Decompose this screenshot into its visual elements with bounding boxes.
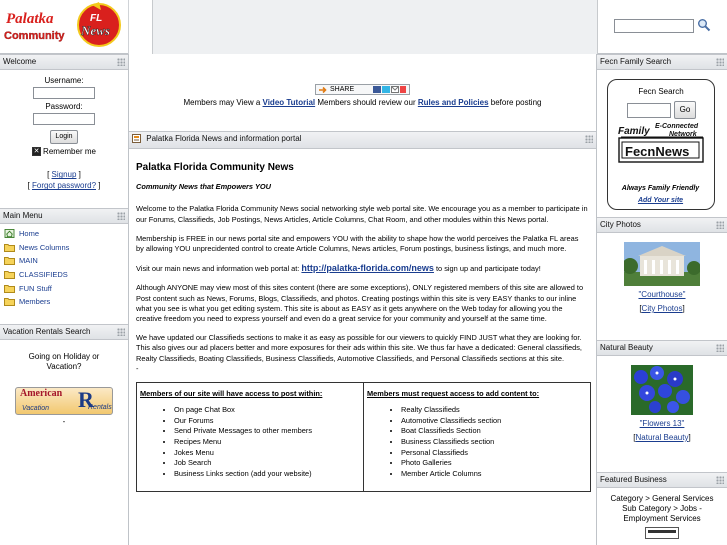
folder-icon — [4, 270, 15, 279]
drag-grip-icon[interactable] — [117, 212, 125, 220]
main-menu-title: Main Menu — [3, 211, 43, 220]
password-field[interactable] — [33, 113, 95, 125]
note-text: Members may View a — [183, 98, 263, 107]
video-tutorial-link[interactable]: Video Tutorial — [262, 98, 316, 107]
courthouse-photo[interactable] — [624, 242, 700, 286]
share-icon — [318, 86, 327, 94]
logo-letter-r: R — [78, 387, 94, 412]
drag-grip-icon[interactable] — [117, 58, 125, 66]
svg-text:Family: Family — [618, 126, 650, 137]
vacation-block — [0, 340, 128, 427]
access-table — [136, 382, 591, 492]
fecn-go-button[interactable]: Go — [674, 101, 696, 119]
username-field[interactable] — [33, 87, 95, 99]
list-item: • Business Links section (add your website) — [174, 469, 360, 480]
welcome-block-header — [0, 54, 128, 70]
main-menu — [0, 224, 128, 324]
news-block-title: Palatka Florida News and information portal — [146, 134, 302, 143]
city-photos-link[interactable]: City Photos — [641, 304, 683, 313]
share-service-icons — [373, 86, 406, 93]
news-icon — [132, 134, 141, 143]
featured-business-logo[interactable] — [645, 527, 679, 539]
list-item: • Jokes Menu — [174, 448, 360, 459]
access-column-title: Members of our site will have access to post within: — [140, 389, 323, 399]
city-photos-title: City Photos — [600, 220, 641, 229]
menu-link[interactable]: CLASSIFIEDS — [19, 270, 68, 280]
menu-item-news-columns[interactable] — [4, 241, 128, 255]
search-icon[interactable] — [697, 18, 711, 32]
article-tagline: Community News that Empowers YOU — [136, 182, 271, 192]
site-header — [0, 0, 727, 54]
facebook-icon — [373, 86, 381, 93]
logo-word-vacation: Vacation — [22, 405, 49, 412]
share-button[interactable] — [315, 84, 410, 95]
drag-grip-icon[interactable] — [117, 328, 125, 336]
vacation-title: Vacation Rentals Search — [3, 327, 91, 336]
natural-beauty-title: Natural Beauty — [600, 343, 653, 352]
right-sidebar — [596, 54, 727, 545]
list-item: • Personal Classifieds — [401, 448, 587, 459]
svg-text:FL: FL — [90, 13, 103, 24]
list-item: • Send Private Messages to other members — [174, 426, 360, 437]
svg-text:Community: Community — [4, 30, 65, 42]
article-paragraph: We have updated our Classifieds sections to make it as easy as possible for our viewers to quickly FIND JUST what they are looking for. This also gives our ad placers better and more exposures for their ads within this site. We thus far have a dedicated: General classifieds, Realty Classifieds, Boating Classifieds, Business Classifieds, Automotive Classifieds, and Personal Classifieds sections at this site. — [136, 333, 582, 363]
drag-grip-icon[interactable] — [716, 58, 724, 66]
logo-word-rentals: Rentals — [88, 404, 112, 411]
logo-word-american: American — [20, 388, 63, 399]
featured-business-title: Featured Business — [600, 475, 667, 484]
featured-subcategory: Sub Category > Jobs - Employment Services — [622, 504, 702, 523]
add-your-site-link[interactable]: Add Your site — [637, 197, 684, 204]
left-sidebar — [0, 54, 129, 545]
site-logo[interactable] — [2, 2, 122, 50]
menu-link[interactable]: Home — [19, 229, 40, 239]
header-divider — [128, 0, 152, 54]
remember-checkbox[interactable]: ✕ — [33, 148, 40, 156]
fecn-block-header — [597, 54, 727, 70]
header-banner — [152, 0, 598, 54]
svg-text:Network: Network — [669, 131, 697, 138]
natural-beauty-block: "Flowers 13" [Natural Beauty] — [597, 356, 727, 472]
vacation-dash: - — [62, 417, 66, 426]
home-icon — [4, 229, 15, 238]
main-menu-header — [0, 208, 128, 224]
article-paragraph — [136, 263, 588, 274]
list-item: • Automotive Classifieds section — [401, 416, 587, 427]
paragraph-text: to sign up and participate today! — [433, 264, 541, 274]
signup-link[interactable]: Signup — [51, 170, 77, 180]
site-search-input[interactable] — [614, 19, 694, 33]
folder-icon — [4, 243, 15, 252]
list-item: • Job Search — [174, 458, 360, 469]
list-item: • Realty Classifieds — [401, 405, 587, 416]
twitter-icon — [382, 86, 390, 93]
flowers-caption-link[interactable]: "Flowers 13" — [639, 419, 685, 428]
featured-category: Category > General Services — [610, 494, 714, 503]
fecn-search-widget — [607, 79, 715, 210]
login-button[interactable]: Login — [50, 130, 78, 144]
member-note — [129, 98, 596, 107]
svg-text:News: News — [81, 23, 110, 38]
fecn-search-label: Fecn Search — [638, 87, 684, 96]
menu-item-home[interactable] — [4, 227, 128, 241]
city-photos-block: "Courthouse" [City Photos] — [597, 233, 727, 340]
login-form — [0, 70, 128, 208]
list-item: • Boat Classifieds Section — [401, 426, 587, 437]
menu-item-main[interactable] — [4, 254, 128, 268]
menu-item-members[interactable] — [4, 295, 128, 309]
natural-beauty-link[interactable]: Natural Beauty — [635, 433, 689, 442]
news-portal-link[interactable]: http://palatka-florida.com/news — [301, 263, 434, 274]
remember-me — [0, 147, 128, 156]
username-label: Username: — [44, 76, 84, 85]
menu-item-fun-stuff[interactable] — [4, 281, 128, 295]
menu-link[interactable]: MAIN — [19, 256, 38, 266]
password-label: Password: — [45, 102, 83, 111]
paragraph-dash: - — [136, 363, 139, 373]
news-article — [129, 149, 596, 545]
menu-link[interactable]: News Columns — [19, 242, 70, 252]
svg-text:E-Connected: E-Connected — [655, 123, 699, 130]
vacation-text: Going on Holiday or Vacation? — [28, 352, 100, 371]
share-label: SHARE — [330, 86, 355, 93]
featured-business-block — [597, 488, 727, 539]
forgot-password-link[interactable]: Forgot password? — [31, 181, 97, 191]
drag-grip-icon[interactable] — [716, 476, 724, 484]
list-item: • Photo Galleries — [401, 458, 587, 469]
welcome-title: Welcome — [3, 57, 37, 66]
drag-grip-icon[interactable] — [716, 221, 724, 229]
courthouse-caption-link[interactable]: "Courthouse" — [638, 290, 686, 299]
city-photos-header — [597, 217, 727, 233]
svg-text:FecnNews: FecnNews — [625, 144, 690, 159]
article-paragraph: Membership is FREE in our news portal site and empowers YOU with the ability to shape how the world perceives the Palatka FL areas by allowing YOU unprecidented control to create Article Columns, News articles, Forum postings, business listings, and much more. — [136, 233, 579, 254]
list-item: • Member Article Columns — [401, 469, 587, 480]
access-list — [367, 405, 587, 479]
more-icon — [400, 86, 406, 93]
paragraph-text: Visit our main news and information web portal at: — [136, 264, 302, 274]
main-content — [129, 54, 596, 545]
menu-link[interactable]: FUN Stuff — [19, 283, 52, 293]
menu-link[interactable]: Members — [19, 297, 51, 307]
fecn-title: Fecn Family Search — [600, 57, 672, 66]
note-text: before posting — [488, 98, 542, 107]
email-icon — [391, 86, 399, 93]
list-item: • Our Forums — [174, 416, 360, 427]
news-block-header — [129, 131, 596, 149]
fecn-tagline: Always Family Friendly — [621, 185, 700, 192]
list-item: • Recipes Menu — [174, 437, 360, 448]
folder-icon — [4, 284, 15, 293]
american-vacation-rentals-logo[interactable] — [15, 387, 113, 415]
natural-beauty-header — [597, 340, 727, 356]
access-list — [140, 405, 360, 479]
featured-business-header — [597, 472, 727, 488]
drag-grip-icon[interactable] — [716, 344, 724, 352]
remember-label: Remember me — [43, 147, 96, 156]
flowers-photo[interactable] — [631, 365, 693, 415]
list-item: • Business Classifieds section — [401, 437, 587, 448]
login-links: [ Signup ] [ Forgot password? ] — [27, 170, 101, 191]
rules-policies-link[interactable]: Rules and Policies — [417, 98, 489, 107]
folder-icon — [4, 256, 15, 265]
menu-item-classifieds[interactable] — [4, 268, 128, 282]
vacation-block-header — [0, 324, 128, 340]
article-title: Palatka Florida Community News — [136, 162, 294, 173]
drag-grip-icon[interactable] — [585, 135, 593, 143]
share-area — [129, 54, 596, 131]
list-item: • On page Chat Box — [174, 405, 360, 416]
svg-text:Palatka: Palatka — [6, 11, 54, 27]
access-column-title: Members must request access to add content to: — [367, 389, 540, 399]
access-column-request — [364, 383, 590, 491]
folder-icon — [4, 297, 15, 306]
access-column-members — [137, 383, 364, 491]
fecn-search-block — [597, 70, 727, 217]
note-text: Members should review our — [315, 98, 418, 107]
article-paragraph: Welcome to the Palatka Florida Community News social networking style web portal site. We encourage you as a member to participate in our Forums, Classifieds, Job Postings, News Articles, Article Columns, Chat Room, and other modules within this News portal. — [136, 204, 588, 224]
fecn-logo[interactable] — [617, 123, 707, 168]
fecn-search-input[interactable] — [627, 103, 671, 118]
article-paragraph: Although ANYONE may view most of this sites content (there are some exceptions), ONLY registered members of this site are allowed to Post content such as News, Forums, Blogs, Classifieds, and photos. Creating postings within this site is very EASY thanks to our inline what you see is what you get editing system. This site is about as EASY as it gets anywhere on the Web today for allowing you the creative freedom you need to express yourself and even do a great service for your community and yourself at the same time. — [136, 283, 584, 324]
